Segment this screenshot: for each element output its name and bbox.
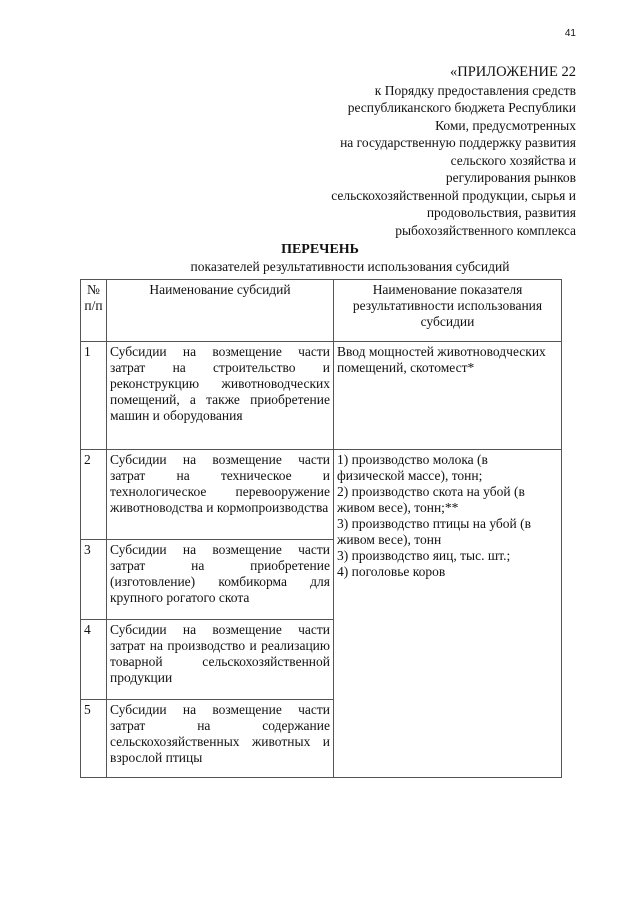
indicator-item: 2) производство скота на убой (в живом весе), тонн;** [337,484,525,515]
header-number: № п/п [81,280,107,342]
row-number: 2 [81,450,107,540]
document-subtitle: показателей результативности использования субсидий [190,259,510,274]
row-number: 1 [81,342,107,450]
header-indicator: Наименование показателя результативности использования субсидии [334,280,562,342]
row-subsidy: Субсидии на возмещение части затрат на строительство и реконструкцию животноводческих помещений, а также приобретение машин и оборудования [107,342,334,450]
appendix-line: к Порядку предоставления средств [374,82,576,98]
row-number: 3 [81,540,107,620]
merged-indicator-cell [334,450,562,778]
indicator-item: 4) поголовье коров [337,564,446,579]
appendix-line: на государственную поддержку развития [340,135,576,150]
row-indicator: Ввод мощностей животноводческих помещений, скотомест* [334,342,562,450]
subsidy-table [80,279,562,778]
row-number: 5 [81,700,107,778]
appendix-line: сельского хозяйства и [450,152,576,168]
row-subsidy: Субсидии на возмещение части затрат на техническое и технологическое перевооружение животноводства и кормопроизводства [107,450,334,540]
table-row [81,342,562,450]
indicator-item: 3) производство яиц, тыс. шт.; [337,548,511,563]
row-subsidy: Субсидии на возмещение части затрат на приобретение (изготовление) комбикорма для крупного рогатого скота [107,540,334,620]
row-number: 4 [81,620,107,700]
table-header-row [81,280,562,342]
indicator-item: 3) производство птицы на убой (в живом весе), тонн [337,516,531,547]
appendix-line: Коми, предусмотренных [435,117,576,133]
appendix-line: республиканского бюджета Республики [347,100,576,115]
appendix-header [256,64,576,239]
appendix-title: «ПРИЛОЖЕНИЕ 22 [450,64,576,80]
table-row [81,450,562,540]
appendix-line: продовольствия, развития [426,205,576,220]
header-subsidy: Наименование субсидий [107,280,334,342]
appendix-line: регулирования рынков [445,170,576,185]
row-subsidy: Субсидии на возмещение части затрат на производство и реализацию товарной сельскохозяйственной продукции [107,620,334,700]
document-title: ПЕРЕЧЕНЬ [281,242,359,257]
appendix-line: сельскохозяйственной продукции, сырья и [331,187,576,203]
row-subsidy: Субсидии на возмещение части затрат на содержание сельскохозяйственных животных и взрослой птицы [107,700,334,778]
indicator-item: 1) производство молока (в физической массе), тонн; [337,452,488,483]
appendix-line: рыбохозяйственного комплекса [395,222,576,238]
page-number: 41 [564,28,576,39]
